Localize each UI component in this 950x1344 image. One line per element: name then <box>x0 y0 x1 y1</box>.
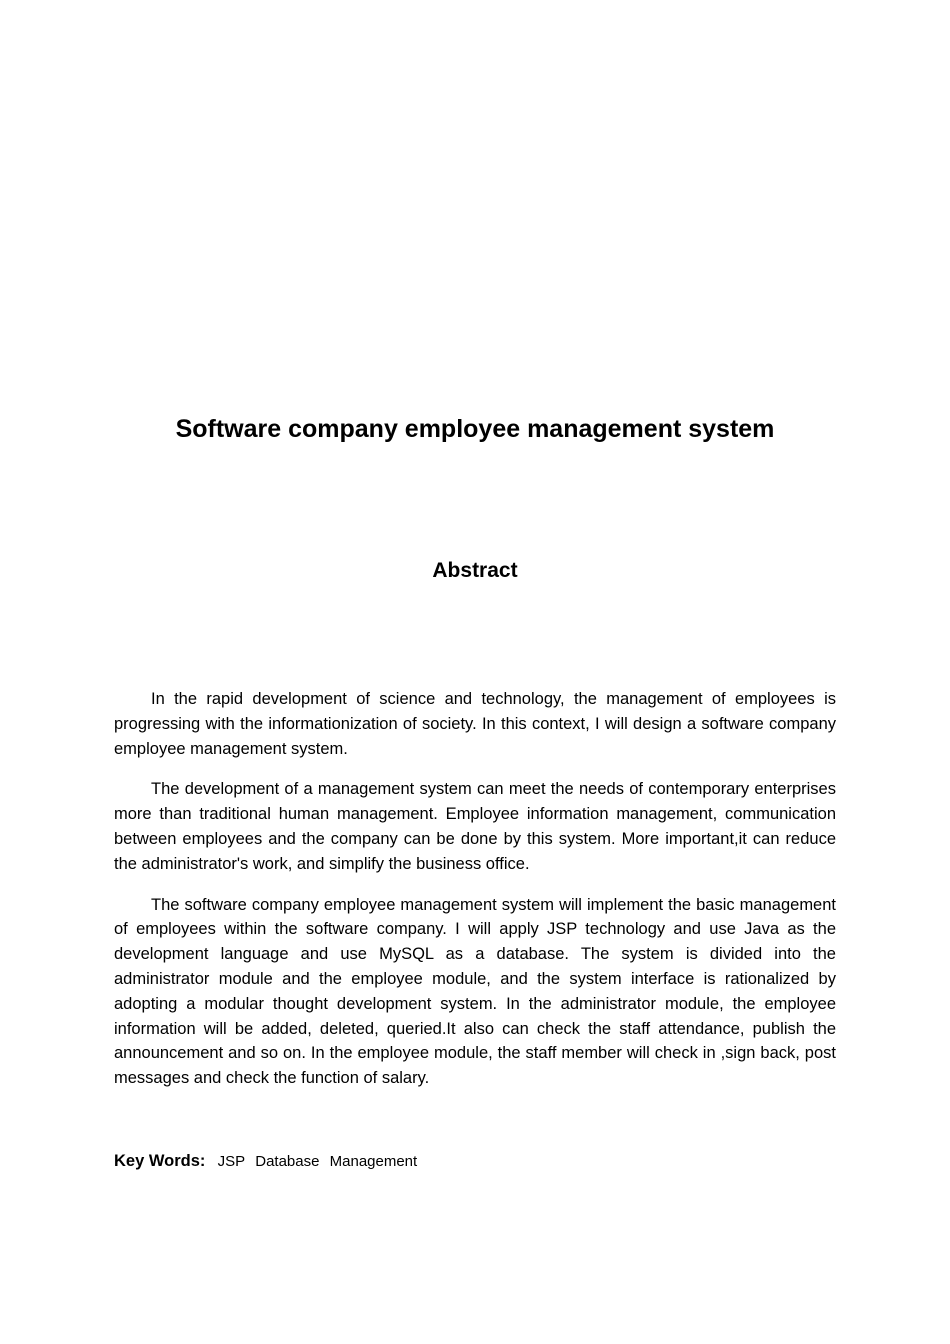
keyword-item: JSP <box>217 1153 246 1170</box>
keyword-item: Database <box>255 1153 320 1170</box>
keyword-item: Management <box>329 1153 418 1170</box>
abstract-body <box>114 687 836 1107</box>
keywords-line <box>114 1150 423 1173</box>
abstract-paragraph-2: The development of a management system can meet the needs of contemporary enterprises more than traditional human management. Employee information management, communication between employees and the company can be done by this system. More important,it can reduce the administrator's work, and simplify the business office. <box>114 780 836 873</box>
document-title: Software company employee management system <box>175 415 775 443</box>
keywords-label: Key Words: <box>114 1152 206 1170</box>
abstract-paragraph-3: The software company employee management system will implement the basic management of employees within the software company. I will apply JSP technology and use Java as the development language and use MySQL as a database. The system is divided into the administrator module and the employee module, and the system interface is rationalized by adopting a modular thought development system. In the administrator module, the employee information will be added, deleted, queried.It also can check the staff attendance, publish the announcement and so on. In the employee module, the staff member will check in ,sign back, post messages and check the function of salary. <box>114 895 836 1088</box>
abstract-paragraph-1: In the rapid development of science and technology, the management of employees is progressing with the informationization of society. In this context, I will design a software company employee management system. <box>114 690 836 758</box>
abstract-heading: Abstract <box>432 559 518 582</box>
